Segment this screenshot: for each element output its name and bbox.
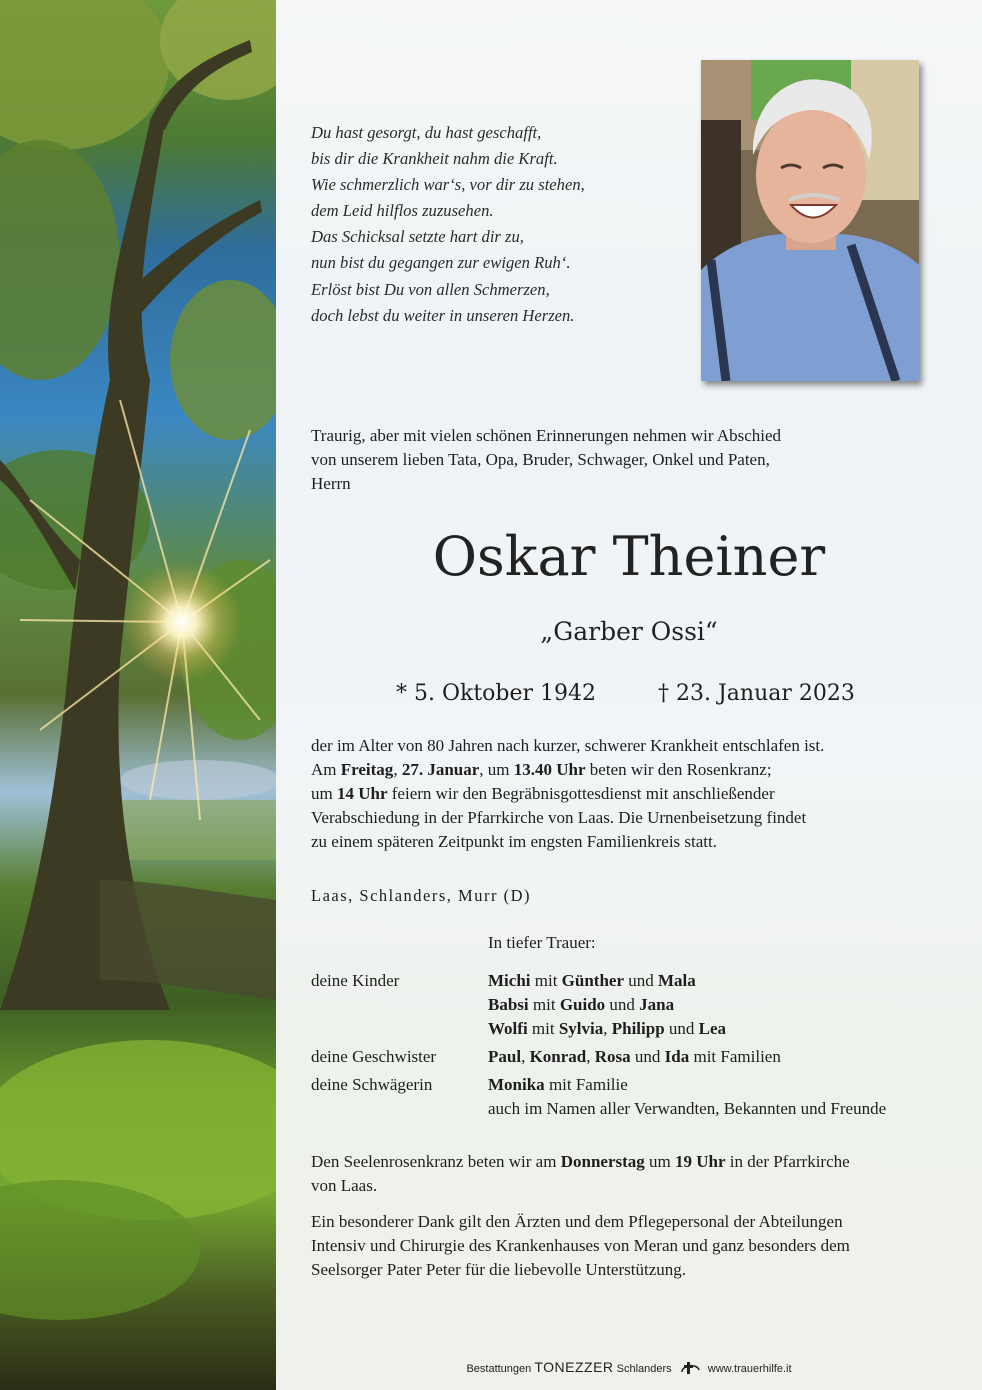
announcement-line: um 14 Uhr feiern wir den Begräbnisgottesdienst mit anschließender	[311, 784, 775, 803]
portrait-illustration	[701, 60, 919, 381]
poem-line: doch lebst du weiter in unseren Herzen.	[311, 305, 575, 325]
relatives-entry: auch im Namen aller Verwandten, Bekannten und Freunde	[488, 1099, 887, 1118]
birth-date: * 5. Oktober 1942	[396, 681, 597, 706]
family-row-inlaw	[311, 1073, 951, 1123]
mourning-heading: In tiefer Trauer:	[488, 933, 596, 952]
footer-place: Schlanders	[616, 1363, 672, 1375]
tree-photo	[0, 0, 276, 1390]
rosary-line: Den Seelenrosenkranz beten wir am Donnerstag um 19 Uhr in der Pfarrkirche	[311, 1152, 850, 1171]
footer	[276, 1359, 982, 1379]
family-row-siblings	[311, 1045, 951, 1073]
poem-line: bis dir die Krankheit nahm die Kraft.	[311, 149, 558, 169]
children-label: deine Kinder	[311, 971, 400, 990]
deceased-nickname: „Garber Ossi“	[540, 617, 718, 646]
poem-line: Du hast gesorgt, du hast geschafft,	[311, 123, 542, 142]
inlaw-label: deine Schwägerin	[311, 1075, 433, 1094]
child-entry: Michi mit Günther und Mala	[488, 971, 696, 990]
announcement	[311, 734, 931, 854]
tree-illustration	[0, 0, 276, 1390]
thanks-line: Ein besonderer Dank gilt den Ärzten und dem Pflegepersonal der Abteilungen	[311, 1212, 843, 1231]
siblings-label: deine Geschwister	[311, 1047, 437, 1066]
thanks-line: Intensiv und Chirurgie des Krankenhauses von Meran und ganz besonders dem	[311, 1236, 850, 1255]
places: Laas, Schlanders, Murr (D)	[311, 886, 531, 905]
rosary-notice	[311, 1150, 931, 1198]
poem-line: Wie schmerzlich war‘s, vor dir zu stehen,	[311, 175, 585, 195]
announcement-line: der im Alter von 80 Jahren nach kurzer, schwerer Krankheit entschlafen ist.	[311, 736, 825, 755]
announcement-line: Verabschiedung in der Pfarrkirche von Laas. Die Urnenbeisetzung findet	[311, 808, 807, 827]
footer-company: TONEZZER	[534, 1359, 614, 1375]
thanks-text	[311, 1210, 931, 1282]
intro-line: Traurig, aber mit vielen schönen Erinnerungen nehmen wir Abschied	[311, 426, 782, 445]
poem-line: Erlöst bist Du von allen Schmerzen,	[311, 279, 550, 299]
poem-line: Das Schicksal setzte hart dir zu,	[311, 227, 524, 247]
intro-line: von unserem lieben Tata, Opa, Bruder, Schwager, Onkel und Paten,	[311, 450, 770, 469]
poem	[311, 120, 691, 329]
poem-line: nun bist du gegangen zur ewigen Ruh‘.	[311, 253, 571, 273]
thanks-line: Seelsorger Pater Peter für die liebevolle Unterstützung.	[311, 1260, 686, 1279]
portrait-photo	[701, 60, 919, 381]
poem-line: dem Leid hilflos zuzusehen.	[311, 201, 494, 221]
deceased-name: Oskar Theiner	[432, 525, 826, 588]
announcement-line: zu einem späteren Zeitpunkt im engsten Familienkreis statt.	[311, 832, 718, 851]
siblings-entry: Paul, Konrad, Rosa und Ida mit Familien	[488, 1047, 781, 1066]
rosary-line: von Laas.	[311, 1176, 378, 1195]
family-row-children	[311, 969, 951, 1045]
cross-logo-icon	[679, 1360, 701, 1379]
child-entry: Wolfi mit Sylvia, Philipp und Lea	[488, 1019, 727, 1038]
intro-text	[311, 424, 911, 496]
announcement-line: Am Freitag, 27. Januar, um 13.40 Uhr beten wir den Rosenkranz;	[311, 760, 772, 779]
footer-prefix: Bestattungen	[466, 1363, 532, 1375]
death-date: † 23. Januar 2023	[658, 681, 855, 706]
inlaw-entry: Monika mit Familie	[488, 1075, 628, 1094]
intro-line: Herrn	[311, 474, 351, 493]
family-list	[311, 969, 951, 1123]
footer-url[interactable]: www.trauerhilfe.it	[707, 1363, 792, 1375]
child-entry: Babsi mit Guido und Jana	[488, 995, 675, 1014]
